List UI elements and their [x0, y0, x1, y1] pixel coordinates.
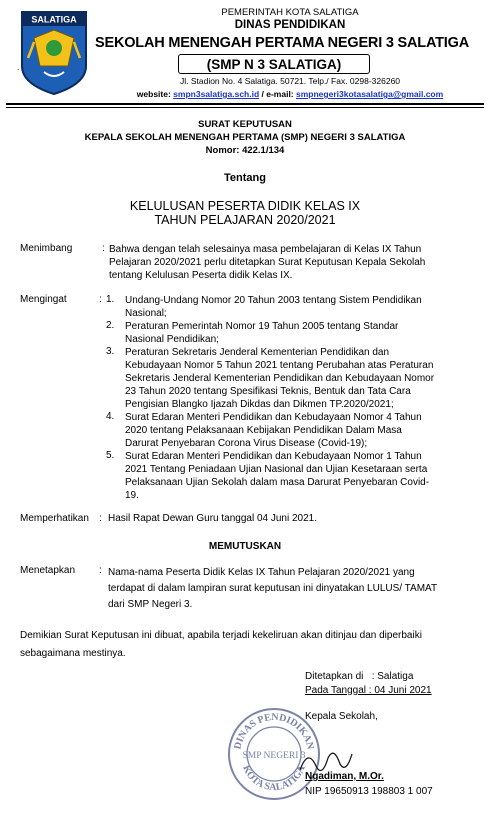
svg-text:SALATIGA: SALATIGA	[31, 14, 77, 25]
memperhatikan-label: Memperhatikan	[20, 513, 89, 524]
menetapkan-line: dari SMP Negeri 3.	[108, 599, 193, 610]
mengingat-item	[125, 320, 471, 346]
mengingat-line: Undang-Undang Nomor 20 Tahun 2003 tentang Sistem Pendidikan	[125, 295, 422, 306]
signature-place: Ditetapkan di : Salatiga	[305, 671, 414, 682]
mengingat-item	[125, 346, 471, 411]
letterhead-school-box: (SMP N 3 SALATIGA)	[178, 54, 370, 74]
mengingat-line: Surat Edaran Menteri Pendidikan dan Kebudayaan Nomor 4 Tahun	[125, 412, 422, 423]
stamp-center-text: SMP NEGERI 3	[242, 751, 306, 761]
mengingat-line: Surat Edaran Menteri Pendidikan dan Kebudayaan Nomor 1 Tahun	[125, 451, 422, 462]
mengingat-line: Peraturan Sekretaris Jenderal Kementerian Pendidikan dan	[125, 347, 390, 358]
letterhead-school-name: SEKOLAH MENENGAH PERTAMA NEGERI 3 SALATIGA	[95, 35, 469, 51]
mengingat-line: 19.	[125, 490, 139, 501]
mengingat-line: 23 Tahun 2020 tentang Spesifikasi Teknis, Bentuk dan Tata Cara	[125, 386, 411, 397]
mengingat-number: 3.	[106, 346, 115, 357]
signature-role: Kepala Sekolah,	[305, 711, 378, 722]
mengingat-line: Pengisian Blangko Ijazah Dikdas dan Dikmen TP.2020/2021;	[125, 399, 394, 410]
signature-name: Ngadiman, M.Or.	[305, 771, 384, 782]
mengingat-colon: :	[99, 294, 102, 305]
mengingat-item	[125, 450, 471, 502]
menimbang-line: Pelajaran 2020/2021 perlu ditetapkan Surat Keputusan Kepala Sekolah	[109, 257, 426, 268]
menetapkan-label: Menetapkan	[20, 565, 76, 576]
mengingat-line: 2021 Tentang Peniadaan Ujian Nasional dan Ujian Kesetaraan serta	[125, 464, 428, 475]
salatiga-logo	[18, 8, 90, 96]
document-number: Nomor: 422.1/134	[205, 145, 285, 156]
menetapkan-line: terdapat di dalam lampiran surat keputusan ini dinyatakan LULUS/ TAMAT	[108, 583, 438, 594]
mengingat-item	[125, 411, 471, 450]
closing-line2: sebagaimana mestinya.	[20, 648, 126, 659]
mengingat-line: Pelaksanaan Ujian Sekolah dalam masa Darurat Penyebaran Covid-	[125, 477, 430, 488]
mark-dot: .	[17, 63, 20, 72]
letterhead-rule-thick	[6, 103, 484, 105]
menetapkan-text	[108, 565, 470, 613]
decision-heading: MEMUTUSKAN	[208, 541, 282, 552]
menimbang-line: tentang Kelulusan Peserta didik Kelas IX.	[109, 270, 293, 281]
mengingat-line: Sekretaris Jenderal Kementerian Pendidikan dan Kebudayaan Nomor	[125, 373, 435, 384]
mengingat-number: 2.	[106, 320, 115, 331]
mengingat-line: Peraturan Pemerintah Nomor 19 Tahun 2005 tentang Standar	[125, 321, 399, 332]
mengingat-item	[125, 294, 471, 320]
letterhead-address: Jl. Stadion No. 4 Salatiga. 50721. Telp./ Fax. 0298-326260	[179, 76, 401, 86]
document-subject-line1: KELULUSAN PESERTA DIDIK KELAS IX	[129, 199, 361, 213]
mengingat-label: Mengingat	[20, 294, 67, 305]
mengingat-number: 4.	[106, 411, 115, 422]
memperhatikan-text: Hasil Rapat Dewan Guru tanggal 04 Juni 2021.	[108, 513, 318, 524]
menimbang-line: Bahwa dengan telah selesainya masa pembelajaran di Kelas IX Tahun	[109, 244, 422, 255]
closing-line1: Demikian Surat Keputusan ini dibuat, apabila terjadi kekeliruan akan ditinjau dan diperbaiki	[20, 630, 422, 641]
mengingat-line: Darurat Penyebaran Corona Virus Disease (Covid-19);	[125, 438, 368, 449]
menimbang-text	[109, 243, 471, 282]
mengingat-number: 1.	[106, 294, 115, 305]
menetapkan-colon: :	[99, 565, 102, 576]
mengingat-line: Kebudayaan Nomor 5 Tahun 2021 tentang Perubahan atas Peraturan	[125, 360, 434, 371]
email-label: / e-mail:	[259, 89, 296, 99]
stamp-bottom-text: KOTA SALATIGA	[240, 763, 308, 794]
letterhead-rule-thin	[6, 107, 484, 108]
website-label: website:	[136, 89, 174, 99]
email-link[interactable]: smpnegeri3kotasalatiga@gmail.com	[296, 89, 444, 99]
memperhatikan-colon: :	[99, 513, 102, 524]
document-issuer: KEPALA SEKOLAH MENENGAH PERTAMA (SMP) NEGERI 3 SALATIGA	[84, 132, 406, 143]
mengingat-line: 2020 tentang Pelaksanaan Kebijakan Pendidikan Dalam Masa	[125, 425, 402, 436]
document-about: Tentang	[224, 172, 266, 184]
website-link[interactable]: smpn3salatiga.sch.id	[173, 89, 260, 99]
letterhead-department: DINAS PENDIDIKAN	[234, 19, 346, 31]
document-title: SURAT KEPUTUSAN	[198, 119, 292, 130]
mengingat-line: Nasional Pendidikan;	[125, 334, 219, 345]
letterhead-government: PEMERINTAH KOTA SALATIGA	[221, 7, 359, 18]
signature-nip: NIP 19650913 198803 1 007	[305, 786, 433, 797]
menetapkan-line: Nama-nama Peserta Didik Kelas IX Tahun Pelajaran 2020/2021 yang	[108, 567, 415, 578]
mengingat-number: 5.	[106, 450, 115, 461]
stamp-top-text: DINAS PENDIDIKAN	[232, 711, 316, 751]
signature-date: Pada Tanggal : 04 Juni 2021	[305, 685, 432, 696]
document-subject-line2: TAHUN PELAJARAN 2020/2021	[154, 213, 336, 227]
menimbang-label: Menimbang	[20, 243, 73, 254]
mengingat-line: Nasional;	[125, 308, 167, 319]
letterhead-contact	[100, 89, 480, 99]
menimbang-colon: :	[102, 243, 105, 254]
